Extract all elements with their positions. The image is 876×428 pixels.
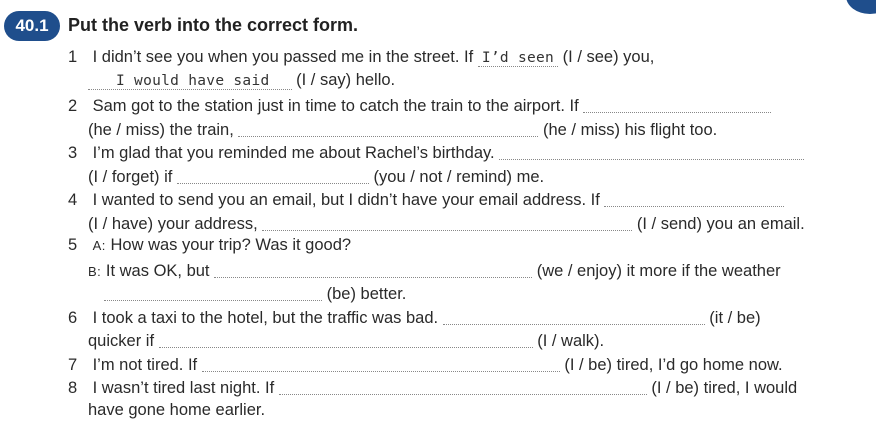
item-text: (it / be) [709, 309, 761, 327]
answer-blank[interactable] [159, 331, 533, 348]
item-5-line-3 [104, 282, 406, 304]
answer-blank[interactable] [262, 214, 632, 231]
item-6-line-2 [88, 329, 604, 351]
item-text: I wasn’t tired last night. If [92, 379, 275, 397]
answer-blank[interactable] [443, 308, 705, 325]
item-5-line-1 [68, 235, 351, 256]
item-text: (I / be) tired, I would [651, 379, 798, 397]
speaker-label: A: [92, 238, 106, 253]
item-text: I’m not tired. If [92, 356, 198, 374]
answer-blank[interactable] [177, 167, 369, 184]
corner-decoration [846, 0, 876, 14]
item-text: (I / have) your address, [88, 215, 258, 233]
item-1-line-1 [68, 47, 654, 68]
item-2-line-2 [88, 118, 717, 140]
item-3-line-1 [68, 141, 804, 163]
item-number: 4 [68, 191, 78, 209]
item-text: (you / not / remind) me. [373, 168, 545, 186]
exercise-number-badge: 40.1 [4, 11, 60, 41]
item-6-line-1 [68, 306, 761, 328]
item-number: 3 [68, 144, 78, 162]
answer-blank[interactable] [279, 378, 647, 395]
item-text: I didn’t see you when you passed me in the street. If [92, 48, 478, 66]
item-text: (I / be) tired, I’d go home now. [564, 356, 783, 374]
item-number: 7 [68, 356, 78, 374]
item-text: How was your trip? Was it good? [110, 236, 352, 254]
item-text: (I / walk). [537, 332, 605, 350]
item-text: (he / miss) the train, [88, 121, 234, 139]
item-number: 1 [68, 48, 78, 66]
item-4-line-1 [68, 188, 784, 210]
item-5-line-2 [88, 259, 781, 282]
item-text: I wanted to send you an email, but I didn’t have your email address. If [92, 191, 600, 209]
item-1-line-2 [88, 70, 395, 91]
item-text: (I / send) you an email. [636, 215, 805, 233]
answer-blank[interactable] [604, 190, 784, 207]
answer-blank[interactable] [238, 120, 538, 137]
item-number: 8 [68, 379, 78, 397]
item-text: It was OK, but [105, 262, 210, 280]
answer-blank[interactable] [499, 143, 804, 160]
item-8-line-2 [88, 400, 265, 420]
item-text: quicker if [88, 332, 155, 350]
item-8-line-1 [68, 376, 797, 398]
item-text: I’m glad that you reminded me about Rachel’s birthday. [92, 144, 495, 162]
answer-blank[interactable] [583, 96, 771, 113]
item-text: (I / see) you, [562, 48, 655, 66]
item-text: (I / forget) if [88, 168, 173, 186]
speaker-label: B: [88, 264, 102, 279]
item-7-line-1 [68, 353, 783, 375]
item-text: (I / say) hello. [296, 71, 396, 89]
item-3-line-2 [88, 165, 544, 187]
answer-blank[interactable] [214, 261, 532, 278]
item-text: have gone home earlier. [88, 401, 266, 419]
answer-blank[interactable]: I’d seen [478, 50, 558, 67]
item-text: Sam got to the station just in time to catch the train to the airport. If [92, 97, 579, 115]
answer-blank[interactable] [202, 355, 560, 372]
item-2-line-1 [68, 94, 771, 116]
answer-blank[interactable]: I would have said [88, 73, 292, 90]
item-4-line-2 [88, 212, 805, 234]
item-text: I took a taxi to the hotel, but the traffic was bad. [92, 309, 439, 327]
item-number: 5 [68, 236, 78, 254]
item-number: 2 [68, 97, 78, 115]
item-text: (be) better. [326, 285, 407, 303]
answer-blank[interactable] [104, 284, 322, 301]
item-text: (he / miss) his flight too. [542, 121, 718, 139]
item-text: (we / enjoy) it more if the weather [536, 262, 781, 280]
item-number: 6 [68, 309, 78, 327]
exercise-instruction: Put the verb into the correct form. [68, 15, 359, 35]
